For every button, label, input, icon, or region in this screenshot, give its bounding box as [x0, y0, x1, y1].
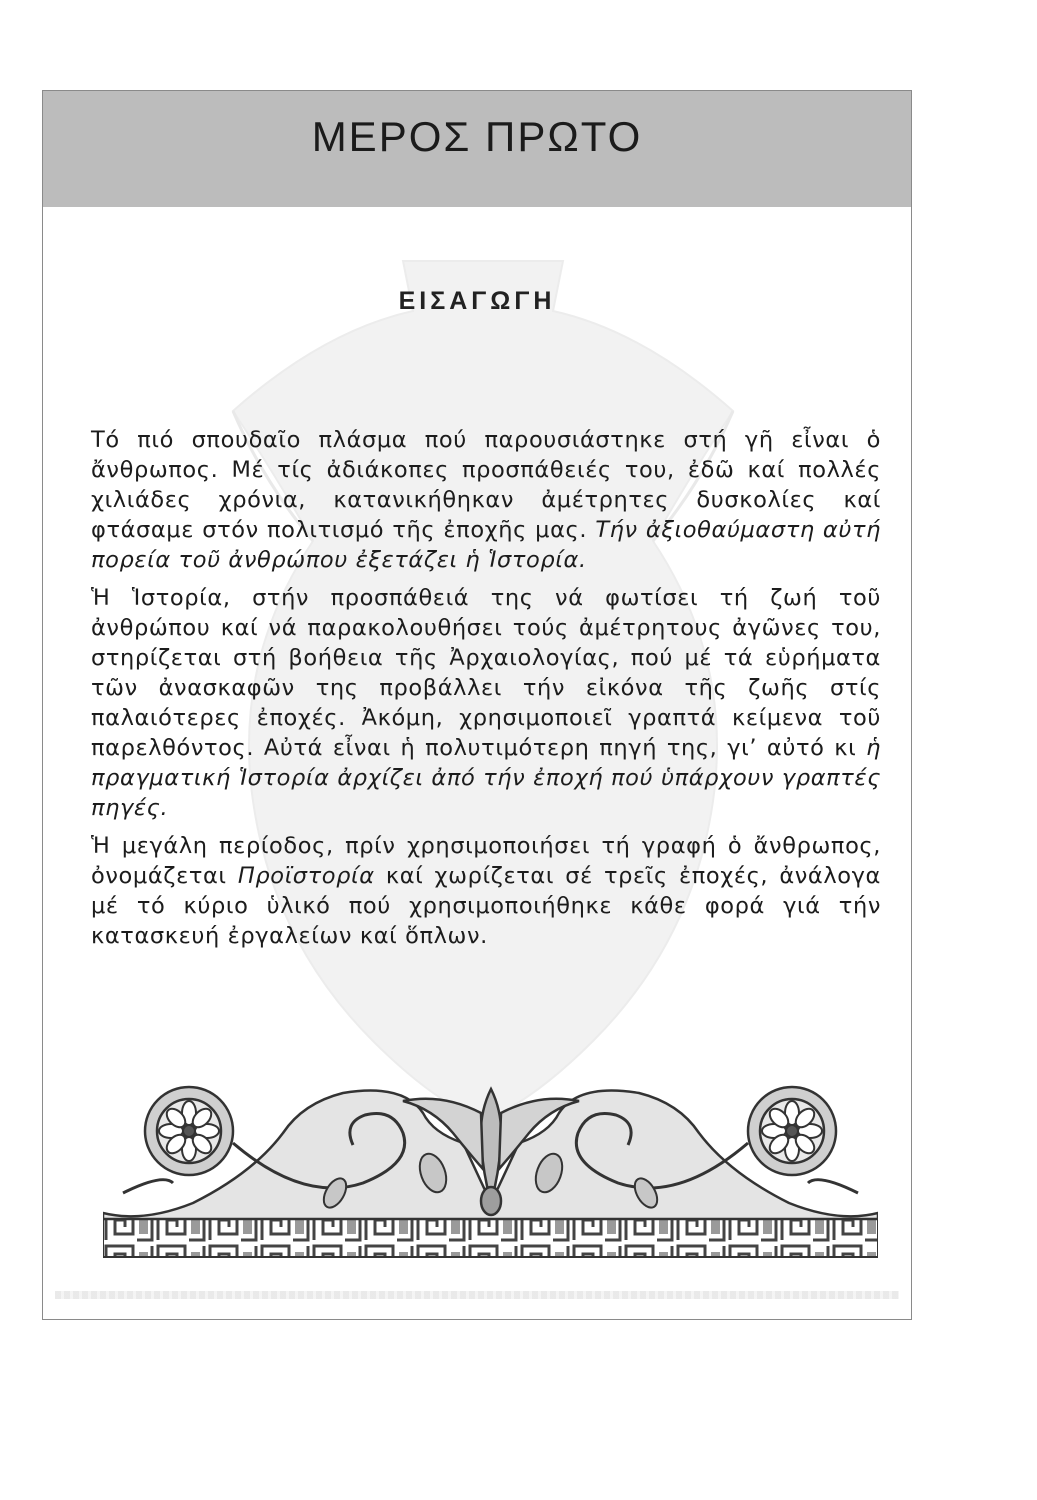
paragraph-1 — [91, 425, 881, 575]
section-title: ΕΙΣΑΓΩΓΗ — [398, 287, 556, 315]
ornamental-frieze-icon — [103, 1073, 878, 1259]
paragraph-3-text: Ἡ μεγάλη περίοδος, πρίν χρησιμοποιήσει τή γραφή ὁ ἄνθρωπος, ὀνομάζεται — [91, 833, 881, 889]
paragraph-2 — [91, 583, 881, 823]
header-band — [43, 91, 911, 207]
body-text — [91, 425, 881, 959]
paragraph-1-text: Τό πιό σπουδαῖο πλάσμα πού παρουσιάστηκε στή γῆ εἶναι ὁ ἄνθρωπος. Μέ τίς ἀδιάκοπες προσπάθειές του, ἐδῶ καί πολλές χιλιάδες χρόνια, κατανικήθηκαν ἀμέτρητες δυσκολίες καί φτάσαμε στόν πολιτισμό τῆς ἐποχῆς μας. — [91, 427, 881, 543]
paragraph-1-italic: Τήν ἀξιοθαύμαστη αὐτή πορεία τοῦ ἀνθρώπου ἐξετάζει ἡ Ἱστορία. — [91, 517, 881, 573]
part-title: ΜΕΡΟΣ ΠΡΩΤΟ — [311, 113, 643, 160]
paragraph-3-text-end: καί χωρίζεται σέ τρεῖς ἐποχές, ἀνάλογα μέ τό κύριο ὑλικό πού χρησιμοποιήθηκε κάθε φορά γιά τήν κατασκευή ἐργαλείων καί ὅπλων. — [91, 863, 881, 949]
paragraph-2-italic: ἡ πραγματική Ἱστορία ἀρχίζει ἀπό τήν ἐποχή πού ὑπάρχουν γραπτές πηγές. — [91, 735, 881, 821]
paragraph-3 — [91, 831, 881, 951]
paragraph-2-text: Ἡ Ἱστορία, στήν προσπάθειά της νά φωτίσει τή ζωή τοῦ ἀνθρώπου καί νά παρακολουθήσει τούς ἀμέτρητους ἀγῶνες του, στηρίζεται στή βοήθεια τῆς Ἀρχαιολογίας, πού μέ τά εὑρήματα τῶν ἀνασκαφῶν της προβάλλει τήν εἰκόνα τῆς ζωῆς στίς παλαιότερες ἐποχές. Ἀκόμη, χρησιμοποιεῖ γραπτά κείμενα τοῦ παρελθόντος. Αὐτά εἶναι ἡ πολυτιμότερη πηγή της, γι’ αὐτό κι — [91, 585, 881, 761]
paragraph-3-italic: Προϊστορία — [237, 863, 375, 889]
scan-artifact-line — [55, 1291, 899, 1299]
page-frame — [42, 90, 912, 1320]
